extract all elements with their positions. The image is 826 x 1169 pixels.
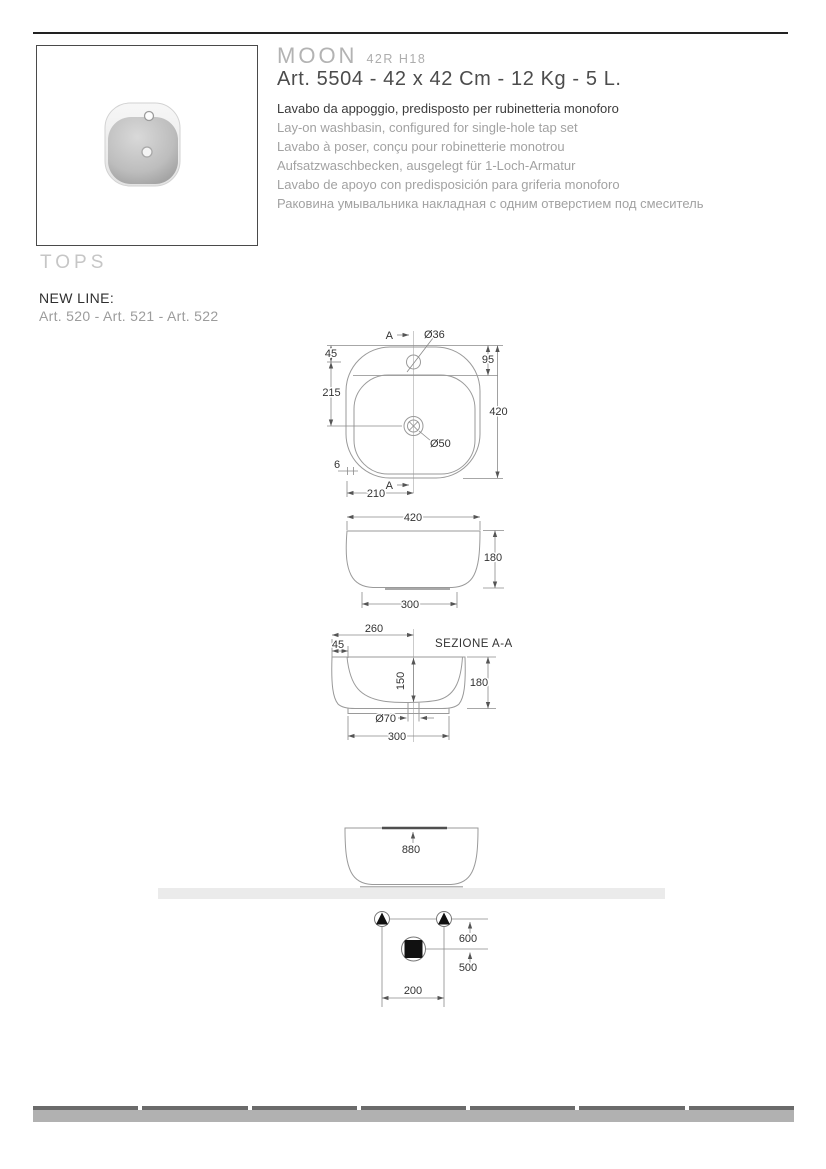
dim-edge-to-basin: 95 <box>481 354 495 366</box>
dim-front-height: 180 <box>483 552 503 564</box>
variant-code: 42R H18 <box>366 52 427 66</box>
description-ru: Раковина умывальника накладная с одним отверстием под смеситель <box>277 196 704 211</box>
dim-edge-to-tap: 45 <box>324 348 338 360</box>
footer-bar-segment <box>252 1106 357 1110</box>
dim-rim-gap: 6 <box>333 459 341 471</box>
dim-section-drain-diameter: Ø70 <box>375 713 396 725</box>
article-subtitle: Art. 5504 - 42 x 42 Cm - 12 Kg - 5 L. <box>277 68 622 90</box>
section-marker-bottom: A <box>385 480 393 492</box>
product-photo-frame <box>36 45 258 246</box>
dim-supply-spacing: 200 <box>403 985 423 997</box>
counter-band <box>158 888 665 899</box>
dim-section-height: 180 <box>469 677 489 689</box>
wall-template-drawing <box>375 912 489 1008</box>
description-list <box>277 99 704 213</box>
product-title-row <box>277 43 426 69</box>
washbasin-photo <box>37 46 257 245</box>
description-fr: Lavabo à poser, conçu pour robinetterie monotrou <box>277 139 565 154</box>
description-en: Lay-on washbasin, configured for single-hole tap set <box>277 120 578 135</box>
dim-supply-height: 600 <box>458 933 478 945</box>
installation-drawing <box>158 828 665 899</box>
footer-bar-segment <box>142 1106 247 1110</box>
dim-drain-height: 500 <box>458 962 478 974</box>
dim-section-center-to-edge: 260 <box>364 623 384 635</box>
series-title: MOON <box>277 43 358 68</box>
footer-bar-segment <box>33 1106 138 1110</box>
top-rule <box>33 32 788 34</box>
footer-bar-segment <box>361 1106 466 1110</box>
tap-hole <box>145 112 154 121</box>
footer-bar-segment <box>470 1106 575 1110</box>
footer-bar-segment <box>689 1106 794 1110</box>
top-view-drawing <box>322 329 507 500</box>
new-line-label: NEW LINE: <box>39 290 115 306</box>
section-label: SEZIONE A-A <box>435 638 513 650</box>
footer-bar-segment <box>579 1106 684 1110</box>
drain-square <box>405 940 423 958</box>
footer-bar <box>33 1106 794 1122</box>
dim-overall-size: 420 <box>489 406 508 418</box>
description-de: Aufsatzwaschbecken, ausgelegt für 1-Loch-Armatur <box>277 158 576 173</box>
dim-section-rim-width: 45 <box>331 639 345 651</box>
dim-rim-height: 880 <box>401 844 421 856</box>
technical-drawing <box>150 320 706 1020</box>
dim-tap-to-drain: 215 <box>322 387 341 399</box>
dim-front-base: 300 <box>400 599 420 611</box>
dim-tap-hole-diameter: Ø36 <box>424 329 445 341</box>
dim-front-width: 420 <box>403 512 423 524</box>
section-marker-top: A <box>385 330 393 342</box>
new-line-articles: Art. 520 - Art. 521 - Art. 522 <box>39 308 219 324</box>
description-it: Lavabo da appoggio, predisposto per rubinetteria monoforo <box>277 101 619 116</box>
section-view-drawing <box>332 623 513 743</box>
dim-bowl-depth: 150 <box>395 671 407 691</box>
drain-hole <box>142 147 152 157</box>
dim-drain-diameter: Ø50 <box>430 438 451 450</box>
dim-edge-to-center: 210 <box>366 488 386 500</box>
footer-bar-base <box>33 1110 794 1122</box>
dim-section-base: 300 <box>387 731 407 743</box>
description-es: Lavabo de apoyo con predisposición para griferia monoforo <box>277 177 620 192</box>
front-view-drawing <box>346 512 504 611</box>
category-label: TOPS <box>40 252 108 273</box>
footer-segments <box>33 1106 794 1110</box>
